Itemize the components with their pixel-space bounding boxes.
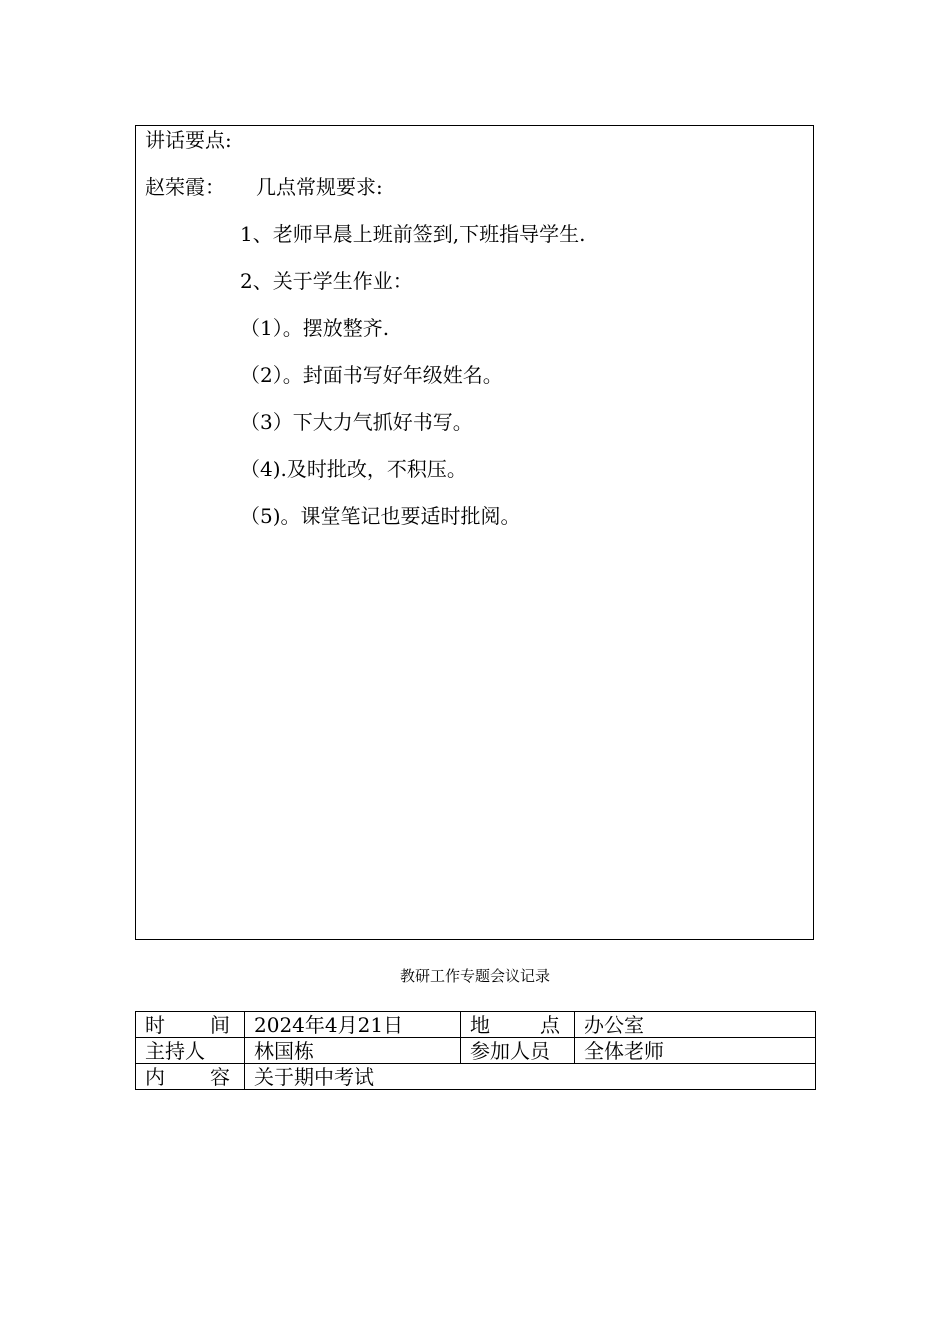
- host-value: 林国栋: [245, 1038, 461, 1064]
- notes-item: 2、关于学生作业：: [240, 269, 413, 293]
- notes-subitem: （3）下大力气抓好书写。: [240, 410, 473, 434]
- notes-item: 1、老师早晨上班前签到,下班指导学生.: [240, 222, 586, 246]
- speaker-name: 赵荣霞：: [145, 175, 225, 199]
- record-caption: 教研工作专题会议记录: [399, 967, 550, 985]
- attendees-value: 全体老师: [575, 1038, 816, 1064]
- table-row: [136, 1012, 816, 1038]
- table-row: [136, 1064, 816, 1090]
- place-value: 办公室: [575, 1012, 816, 1038]
- place-label: 地 点: [461, 1012, 575, 1038]
- notes-heading: 讲话要点:: [145, 128, 232, 152]
- content-value: 关于期中考试: [245, 1064, 816, 1090]
- notes-subitem: （4).及时批改，不积压。: [240, 457, 467, 481]
- meeting-info-table: [135, 1011, 816, 1090]
- attendees-label: 参加人员: [461, 1038, 575, 1064]
- notes-box: [135, 125, 814, 940]
- notes-topic: 几点常规要求:: [256, 175, 383, 199]
- time-label: 时 间: [136, 1012, 245, 1038]
- table-row: [136, 1038, 816, 1064]
- host-label: 主持人: [136, 1038, 245, 1064]
- time-value: 2024年4月21日: [245, 1012, 461, 1038]
- notes-subitem: （1）。摆放整齐.: [240, 316, 390, 340]
- content-label: 内 容: [136, 1064, 245, 1090]
- notes-subitem: （2）。封面书写好年级姓名。: [240, 363, 503, 387]
- notes-subitem: （5)。课堂笔记也要适时批阅。: [240, 504, 521, 528]
